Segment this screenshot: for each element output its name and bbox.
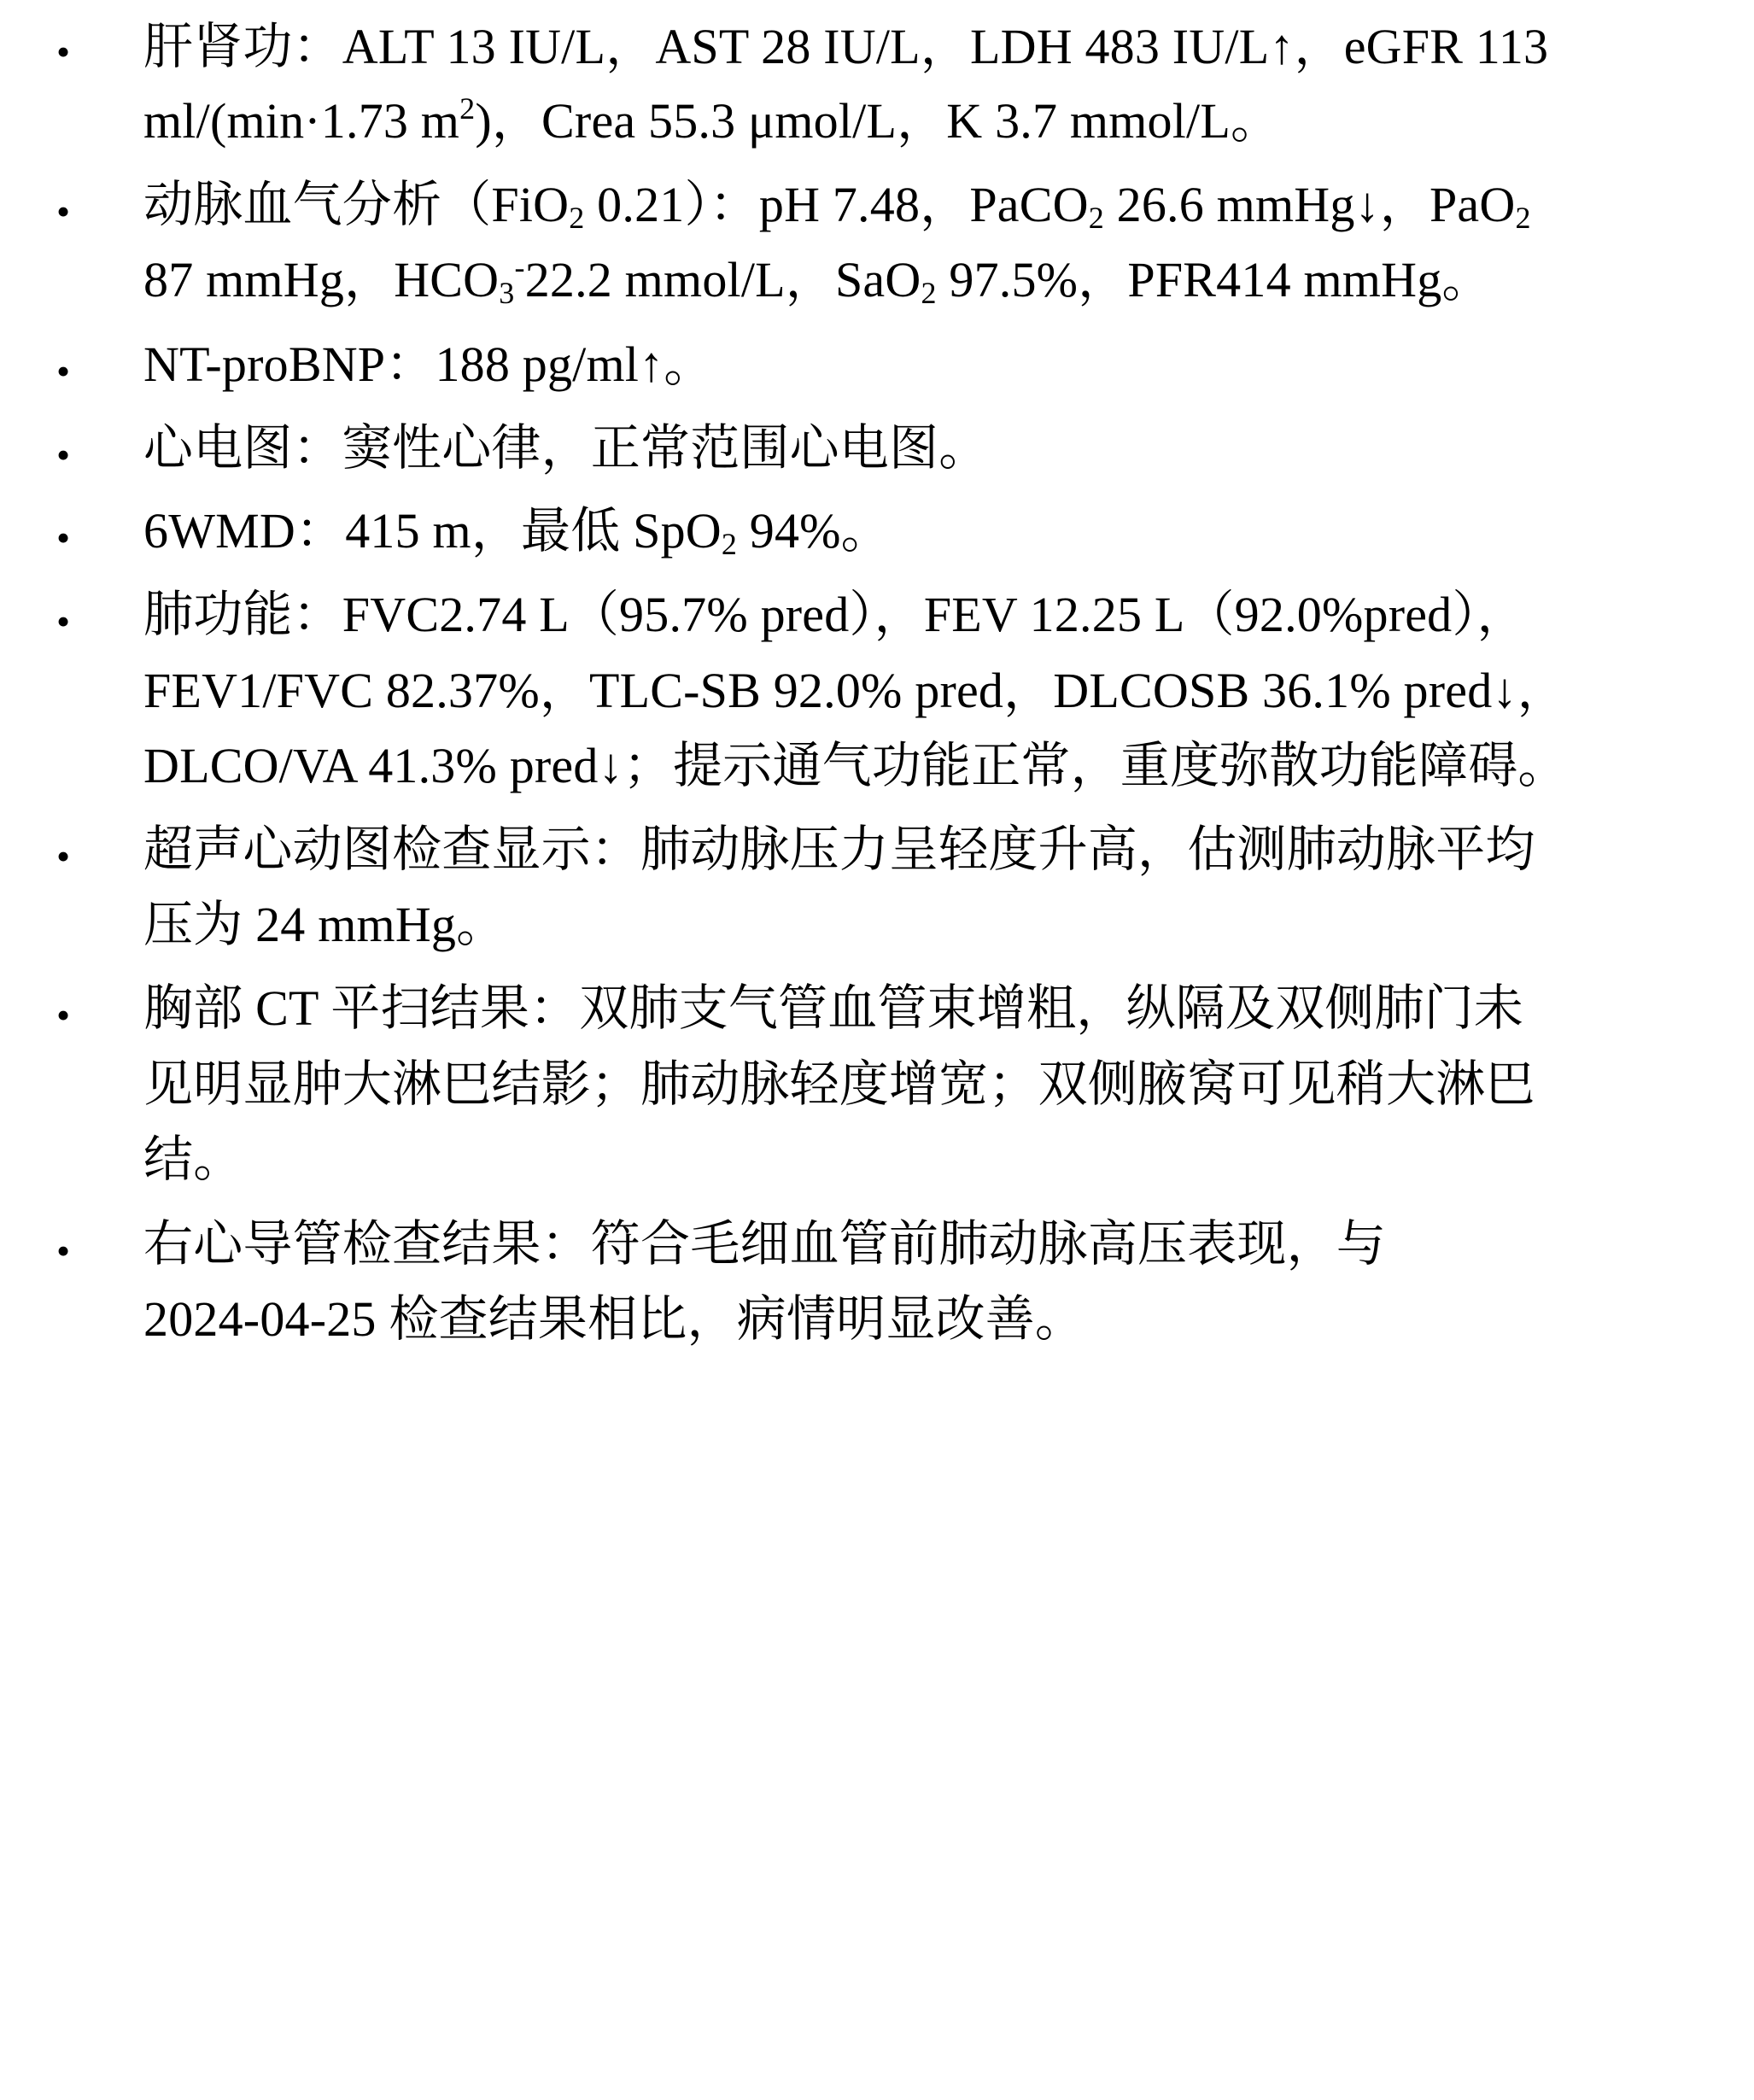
bullet: • [56, 600, 71, 643]
bullet: • [56, 190, 71, 233]
text-line: 87 mmHg，$HCO_3^-22.2$ mmol/L，SaO$_2$ 97.5%，PFR414 mmHg。 [143, 250, 1492, 310]
text-line: DLCO/VA 41.3% pred↓；提示通气功能正常，重度弥散功能障碍。 [143, 738, 1568, 793]
bullet: • [56, 1229, 71, 1272]
text-line: 动脉血气分析（FiO$_2$ 0.21）：pH 7.48，PaCO$_2$ 26.6 mmHg↓，PaO$_2$ [143, 177, 1531, 235]
text-line: 胸部 CT 平扫结果：双肺支气管血管束增粗，纵隔及双侧肺门未 [143, 980, 1524, 1036]
text-line: 肺功能：FVC2.74 L（95.7% pred），FEV 12.25 L（92.0%pred）， [143, 587, 1527, 642]
text-line: 2024-04-25 检查结果相比，病情明显改善。 [143, 1291, 1085, 1347]
text-line: NT-proBNP：188 pg/ml↑。 [143, 336, 714, 392]
text-line: ml/(min·1.73 $m^2$)，Crea 55.3 μmol/L，K 3.7 mmol/L。 [143, 91, 1281, 149]
text-line: 6WMD：415 m，最低 SpO$_2$ 94%。 [143, 503, 891, 561]
text-line: 见明显肿大淋巴结影；肺动脉轻度增宽；双侧腋窝可见稍大淋巴 [143, 1056, 1535, 1112]
bullet: • [56, 30, 71, 73]
bullet: • [56, 433, 71, 477]
bullet: • [56, 993, 71, 1037]
text-line: 肝肾功：ALT 13 IU/L，AST 28 IU/L，LDH 483 IU/L↑，eGFR 113 [143, 19, 1549, 74]
bullet: • [56, 349, 71, 393]
text-line: 心电图：窦性心律，正常范围心电图。 [143, 420, 989, 476]
text-line: 结。 [143, 1132, 243, 1187]
text-line: FEV1/FVC 82.37%，TLC-SB 92.0% pred，DLCOSB 36.1% pred↓， [143, 663, 1567, 718]
text-line: 右心导管检查结果：符合毛细血管前肺动脉高压表现，与 [143, 1216, 1387, 1272]
bullet: • [56, 834, 71, 878]
text-line: 压为 24 mmHg。 [143, 897, 506, 952]
text-line: 超声心动图检查显示：肺动脉压力呈轻度升高，估测肺动脉平均 [143, 822, 1535, 877]
bullet: • [56, 516, 71, 559]
